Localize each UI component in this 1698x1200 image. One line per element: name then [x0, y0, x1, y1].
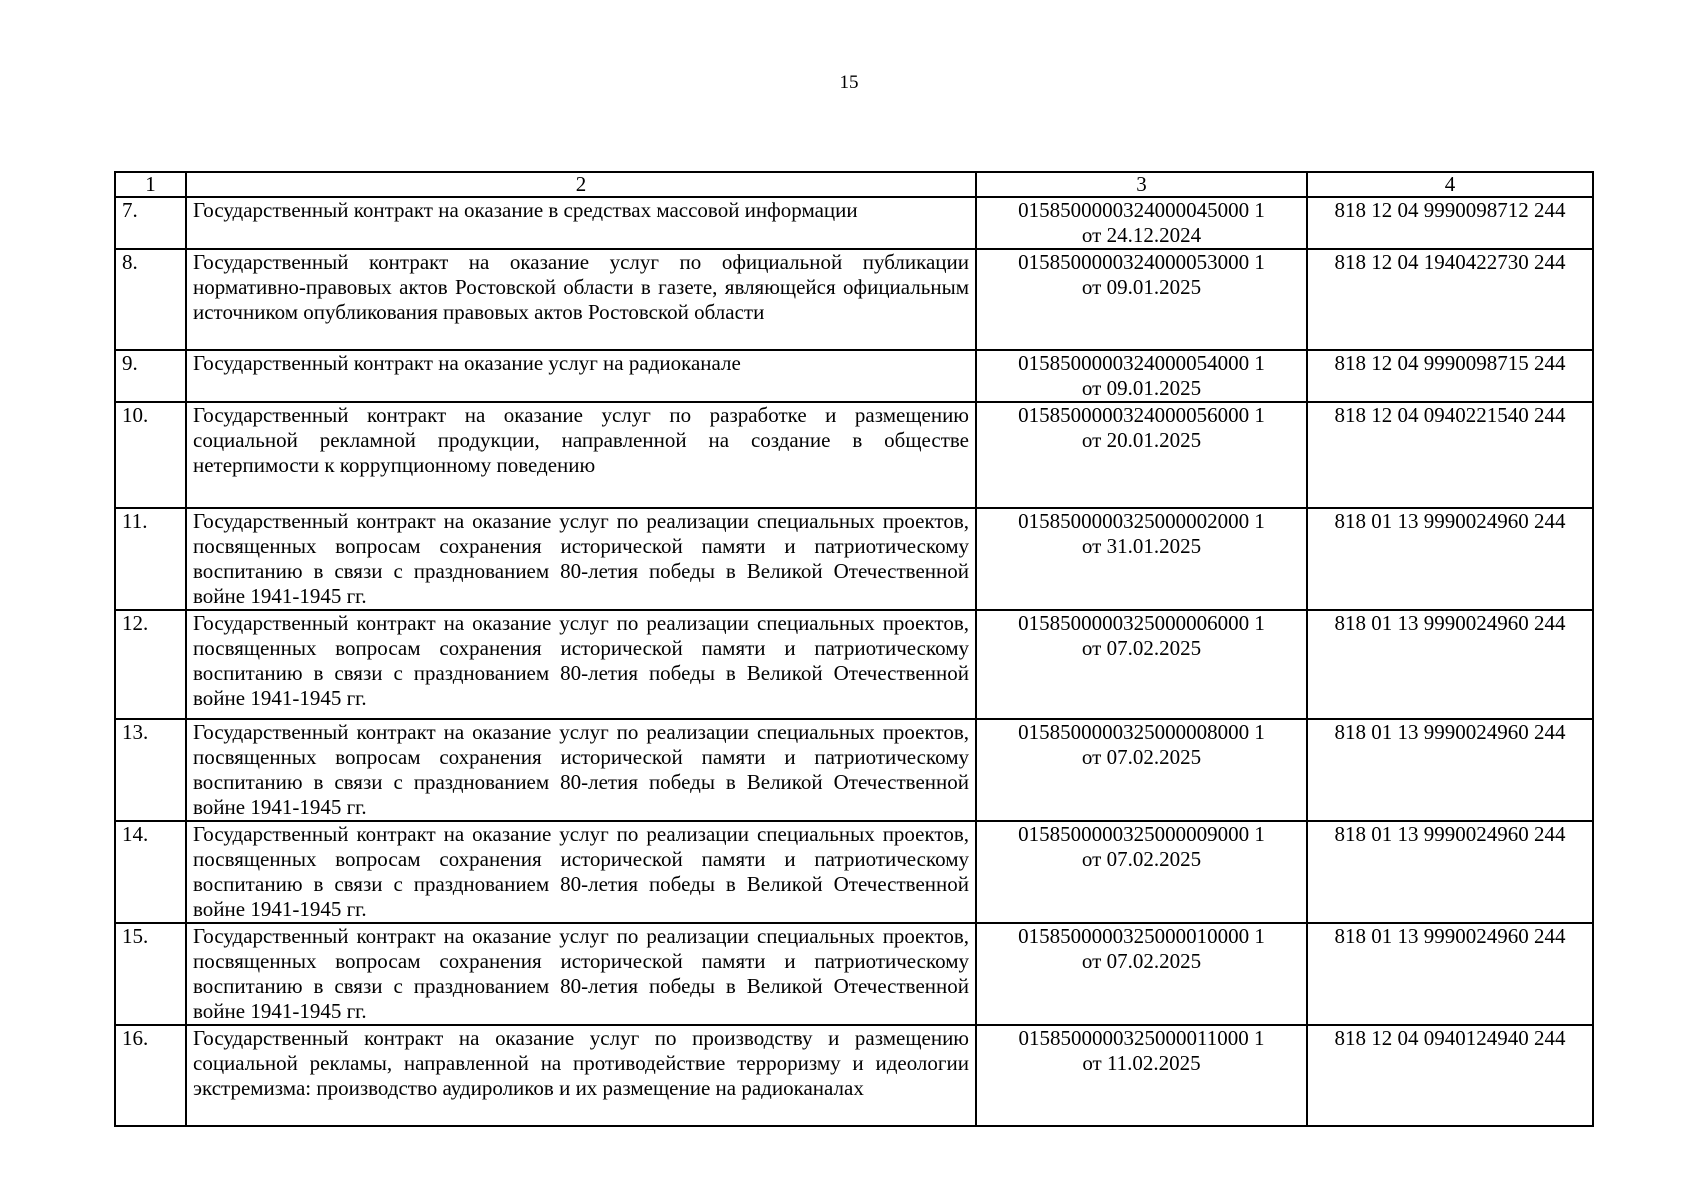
- notice-cell: [976, 719, 1307, 821]
- row-number: 7.: [115, 197, 186, 249]
- table-row: [115, 923, 1593, 1025]
- table-header-row: [115, 172, 1593, 197]
- budget-code: 818 12 04 9990098715 244: [1307, 350, 1593, 402]
- contract-description: Государственный контракт на оказание услуг по реализации специальных проектов, посвященных вопросам сохранения исторической памяти и патриотическому воспитанию в связи с празднованием 80-летия победы в Великой Отечественной войне 1941-1945 гг.: [186, 719, 976, 821]
- row-number: 11.: [115, 508, 186, 610]
- contract-description: Государственный контракт на оказание услуг по производству и размещению социальной рекламы, направленной на противодействие терроризму и идеологии экстремизма: производство аудироликов и их размещение на радиоканалах: [186, 1025, 976, 1126]
- budget-code: 818 12 04 0940124940 244: [1307, 1025, 1593, 1126]
- row-number: 14.: [115, 821, 186, 923]
- notice-number: 0158500000325000008000 1: [1018, 720, 1265, 744]
- notice-date: от 11.02.2025: [1082, 1051, 1201, 1075]
- table-row: [115, 821, 1593, 923]
- notice-date: от 07.02.2025: [1081, 636, 1202, 660]
- contract-description: Государственный контракт на оказание услуг по реализации специальных проектов, посвященных вопросам сохранения исторической памяти и патриотическому воспитанию в связи с празднованием 80-летия победы в Великой Отечественной войне 1941-1945 гг.: [186, 508, 976, 610]
- contract-description: Государственный контракт на оказание услуг по реализации специальных проектов, посвященных вопросам сохранения исторической памяти и патриотическому воспитанию в связи с празднованием 80-летия победы в Великой Отечественной войне 1941-1945 гг.: [186, 821, 976, 923]
- row-number: 10.: [115, 402, 186, 508]
- contract-description: Государственный контракт на оказание услуг по реализации специальных проектов, посвященных вопросам сохранения исторической памяти и патриотическому воспитанию в связи с празднованием 80-летия победы в Великой Отечественной войне 1941-1945 гг.: [186, 923, 976, 1025]
- budget-code: 818 01 13 9990024960 244: [1307, 821, 1593, 923]
- column-header-1: 1: [115, 172, 186, 197]
- notice-number: 0158500000325000009000 1: [1018, 822, 1265, 846]
- notice-date: от 20.01.2025: [1081, 428, 1202, 452]
- contract-description: Государственный контракт на оказание услуг по разработке и размещению социальной рекламной продукции, направленной на создание в обществе нетерпимости к коррупционному поведению: [186, 402, 976, 508]
- table-row: [115, 350, 1593, 402]
- table-row: [115, 402, 1593, 508]
- notice-cell: [976, 350, 1307, 402]
- budget-code: 818 01 13 9990024960 244: [1307, 719, 1593, 821]
- notice-date: от 09.01.2025: [1081, 275, 1202, 299]
- notice-number: 0158500000325000002000 1: [1018, 509, 1265, 533]
- budget-code: 818 12 04 9990098712 244: [1307, 197, 1593, 249]
- contract-description: Государственный контракт на оказание услуг по официальной публикации нормативно-правовых актов Ростовской области в газете, являющейся официальным источником опубликования правовых актов Ростовской области: [186, 249, 976, 350]
- notice-number: 0158500000325000006000 1: [1018, 611, 1265, 635]
- column-header-3: 3: [976, 172, 1307, 197]
- notice-number: 0158500000324000054000 1: [1018, 351, 1265, 375]
- notice-cell: [976, 249, 1307, 350]
- notice-number: 0158500000324000045000 1: [1018, 198, 1265, 222]
- budget-code: 818 12 04 0940221540 244: [1307, 402, 1593, 508]
- notice-date: от 31.01.2025: [1081, 534, 1202, 558]
- contract-description: Государственный контракт на оказание услуг на радиоканале: [186, 350, 976, 402]
- budget-code: 818 01 13 9990024960 244: [1307, 610, 1593, 719]
- row-number: 15.: [115, 923, 186, 1025]
- notice-number: 0158500000325000010000 1: [1018, 924, 1265, 948]
- notice-cell: [976, 610, 1307, 719]
- column-header-4: 4: [1307, 172, 1593, 197]
- notice-date: от 24.12.2024: [1081, 223, 1202, 247]
- row-number: 8.: [115, 249, 186, 350]
- table-row: [115, 249, 1593, 350]
- notice-number: 0158500000325000011000 1: [1018, 1026, 1265, 1050]
- budget-code: 818 12 04 1940422730 244: [1307, 249, 1593, 350]
- notice-number: 0158500000324000056000 1: [1018, 403, 1265, 427]
- notice-date: от 07.02.2025: [1081, 847, 1202, 871]
- column-header-2: 2: [186, 172, 976, 197]
- notice-cell: [976, 923, 1307, 1025]
- table-row: [115, 719, 1593, 821]
- notice-date: от 07.02.2025: [1081, 745, 1202, 769]
- notice-cell: [976, 402, 1307, 508]
- notice-cell: [976, 197, 1307, 249]
- budget-code: 818 01 13 9990024960 244: [1307, 923, 1593, 1025]
- contracts-table: [114, 171, 1594, 1127]
- page-number: 15: [839, 72, 859, 93]
- notice-date: от 07.02.2025: [1081, 949, 1202, 973]
- row-number: 13.: [115, 719, 186, 821]
- contract-description: Государственный контракт на оказание в средствах массовой информации: [186, 197, 976, 249]
- row-number: 9.: [115, 350, 186, 402]
- notice-cell: [976, 508, 1307, 610]
- row-number: 16.: [115, 1025, 186, 1126]
- notice-date: от 09.01.2025: [1081, 376, 1202, 400]
- table-row: [115, 1025, 1593, 1126]
- contract-description: Государственный контракт на оказание услуг по реализации специальных проектов, посвященных вопросам сохранения исторической памяти и патриотическому воспитанию в связи с празднованием 80-летия победы в Великой Отечественной войне 1941-1945 гг.: [186, 610, 976, 719]
- notice-number: 0158500000324000053000 1: [1018, 250, 1265, 274]
- notice-cell: [976, 1025, 1307, 1126]
- budget-code: 818 01 13 9990024960 244: [1307, 508, 1593, 610]
- table-row: [115, 197, 1593, 249]
- table-row: [115, 508, 1593, 610]
- table-row: [115, 610, 1593, 719]
- row-number: 12.: [115, 610, 186, 719]
- notice-cell: [976, 821, 1307, 923]
